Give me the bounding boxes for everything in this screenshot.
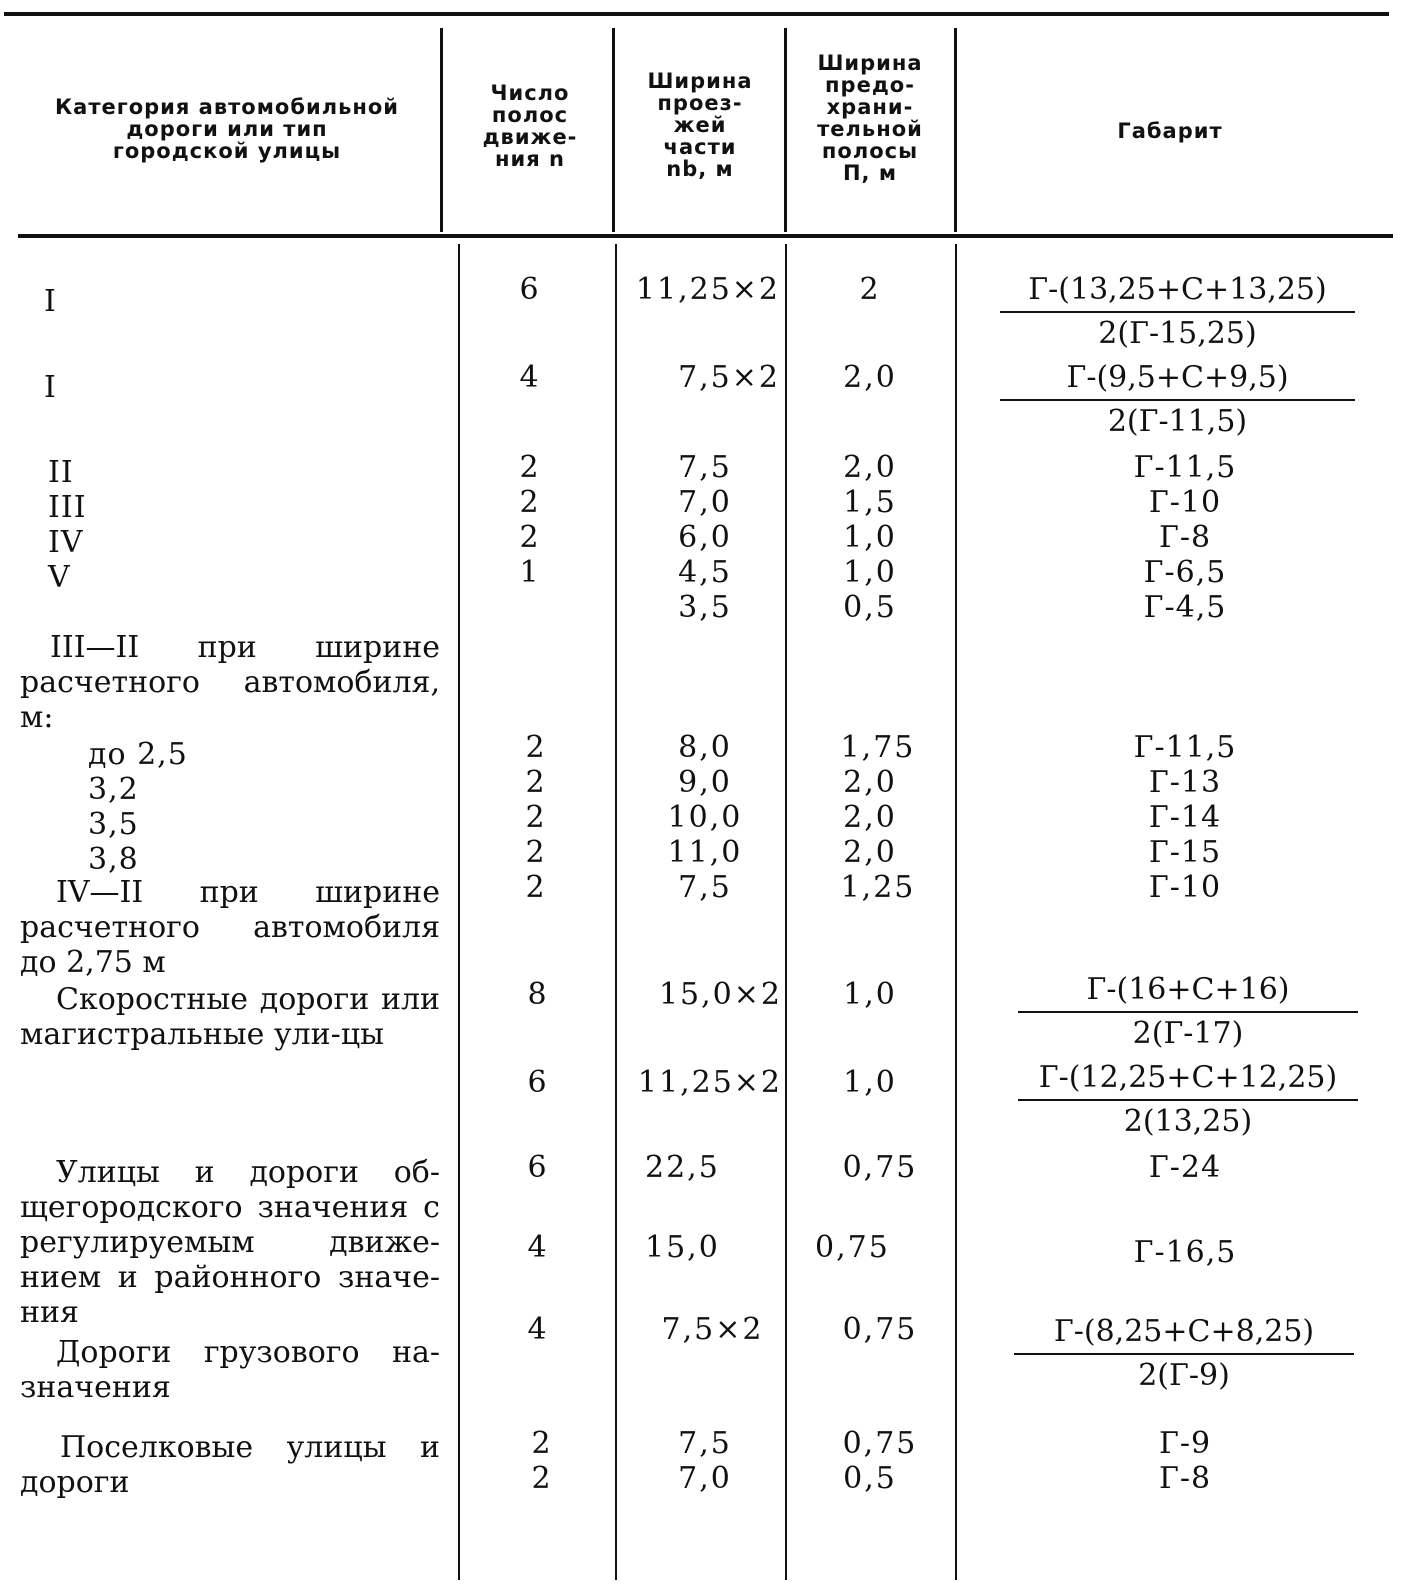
category-cell: IV—II при ширине расчетного автомобиля до 2,75 м [20, 875, 440, 980]
gabarit-numerator: Г-(16+С+16) [1018, 972, 1358, 1013]
lanes-cell: 2 [525, 765, 547, 800]
column-divider [954, 28, 957, 232]
width-cell: 10,0 [667, 800, 743, 835]
strip-cell: 0,5 [843, 590, 897, 625]
gabarit-cell: Г-15 [1148, 835, 1222, 870]
width-cell: 7,0 [678, 1461, 732, 1496]
category-cell: II [48, 455, 74, 490]
gabarit-denominator: 2(Г-15,25) [1098, 316, 1257, 351]
gabarit-cell: Г-8 [1158, 520, 1212, 555]
header-safety-strip: Ширина предо- храни- тельной полосы П, м [817, 51, 923, 185]
lanes-cell: 2 [525, 835, 547, 870]
gabarit-cell: Г-24 [1148, 1150, 1222, 1185]
header-category: Категория автомобильной дороги или тип городской улицы [54, 95, 400, 163]
lanes-cell: 1 [519, 555, 541, 590]
lanes-cell: 6 [527, 1150, 549, 1185]
strip-cell: 1,0 [843, 1065, 897, 1100]
strip-cell: 2,0 [843, 800, 897, 835]
header-carriageway: Ширина проез- жей части nb, м [647, 69, 753, 181]
gabarit-cell: Г-16,5 [1133, 1235, 1237, 1270]
column-divider [440, 28, 443, 232]
column-divider [784, 28, 787, 232]
width-cell: 11,0 [667, 835, 743, 870]
strip-cell: 2,0 [843, 360, 897, 395]
gabarit-denominator: 2(Г-17) [1132, 1016, 1244, 1051]
width-cell: 7,0 [678, 485, 732, 520]
strip-cell: 1,0 [843, 555, 897, 590]
width-cell: 7,5×2 [661, 1312, 764, 1347]
strip-cell: 1,25 [840, 870, 916, 905]
category-cell: Улицы и дороги об-щегородского значения с регулируемым движе-нием и районного значе-ния [20, 1155, 440, 1330]
lanes-cell: 2 [525, 870, 547, 905]
strip-cell: 2,0 [843, 450, 897, 485]
gabarit-fraction [1018, 972, 1358, 1051]
strip-cell: 1,0 [843, 977, 897, 1012]
category-cell: I [44, 284, 57, 319]
lanes-cell: 6 [527, 1065, 549, 1100]
lanes-cell: 2 [531, 1461, 553, 1496]
gabarit-cell: Г-10 [1148, 870, 1222, 905]
gabarit-numerator: Г-(13,25+С+13,25) [1000, 272, 1355, 313]
strip-cell: 0,5 [843, 1461, 897, 1496]
width-cell: 8,0 [678, 730, 732, 765]
gabarit-cell: Г-9 [1158, 1426, 1212, 1461]
column-divider [612, 28, 615, 232]
gabarit-cell: Г-10 [1148, 485, 1222, 520]
lanes-cell: 2 [519, 520, 541, 555]
gabarit-cell: Г-6,5 [1143, 555, 1227, 590]
gabarit-denominator: 2(Г-9) [1138, 1358, 1230, 1393]
strip-cell: 0,75 [842, 1426, 918, 1461]
lanes-cell: 4 [519, 360, 541, 395]
gabarit-numerator: Г-(9,5+С+9,5) [1000, 360, 1355, 401]
gabarit-cell: Г-4,5 [1143, 590, 1227, 625]
lanes-cell: 2 [519, 450, 541, 485]
category-cell: Скоростные дороги или магистральные ули-цы [20, 982, 440, 1052]
column-divider [785, 244, 787, 1580]
width-cell: 4,5 [678, 555, 732, 590]
width-cell: 7,5 [678, 870, 732, 905]
width-cell: 15,0 [645, 1230, 720, 1265]
gabarit-fraction [1000, 360, 1355, 439]
width-cell: 7,5 [678, 1426, 732, 1461]
width-cell: 7,5×2 [678, 360, 780, 395]
category-cell: 3,8 [88, 842, 139, 877]
strip-cell: 1,0 [843, 520, 897, 555]
gabarit-denominator: 2(13,25) [1123, 1104, 1253, 1139]
category-cell: IV [48, 525, 84, 560]
gabarit-fraction [1018, 1060, 1358, 1139]
category-cell: 3,2 [88, 772, 139, 807]
width-cell: 6,0 [678, 520, 732, 555]
column-divider [955, 244, 957, 1580]
gabarit-cell: Г-13 [1148, 765, 1222, 800]
header-rule [18, 234, 1393, 238]
header-lanes: Число полос движе- ния n [482, 81, 578, 171]
strip-cell: 0,75 [815, 1230, 890, 1265]
strip-cell: 1,5 [843, 485, 897, 520]
gabarit-fraction [1014, 1314, 1354, 1393]
lanes-cell: 6 [519, 272, 541, 307]
lanes-cell: 8 [527, 977, 549, 1012]
gabarit-numerator: Г-(8,25+С+8,25) [1014, 1314, 1354, 1355]
gabarit-cell: Г-14 [1148, 800, 1222, 835]
lanes-cell: 2 [531, 1426, 553, 1461]
category-cell: Дороги грузового на-значения [20, 1335, 440, 1405]
gabarit-cell: Г-11,5 [1133, 730, 1237, 765]
lanes-cell: 2 [519, 485, 541, 520]
strip-cell: 0,75 [842, 1150, 918, 1185]
strip-cell: 1,75 [840, 730, 916, 765]
gabarit-denominator: 2(Г-11,5) [1107, 404, 1248, 439]
category-cell: III—II при ширине расчетного автомобиля, м: [20, 630, 440, 735]
gabarit-fraction [1000, 272, 1355, 351]
strip-cell: 0,75 [842, 1312, 918, 1347]
category-cell: до 2,5 [88, 737, 188, 772]
width-cell: 9,0 [678, 765, 732, 800]
column-divider [615, 244, 617, 1580]
strip-cell: 2,0 [843, 765, 897, 800]
header-gabarit: Габарит [1117, 119, 1223, 143]
lanes-cell: 2 [525, 730, 547, 765]
lanes-cell: 4 [527, 1230, 549, 1265]
lanes-cell: 2 [525, 800, 547, 835]
top-rule [4, 12, 1389, 16]
width-cell: 22,5 [645, 1150, 720, 1185]
width-cell: 11,25×2 [635, 272, 780, 307]
width-cell: 11,25×2 [637, 1065, 782, 1100]
category-cell: V [48, 560, 71, 595]
gabarit-cell: Г-8 [1158, 1461, 1212, 1496]
width-cell: 7,5 [678, 450, 732, 485]
strip-cell: 2,0 [843, 835, 897, 870]
width-cell: 15,0×2 [658, 977, 782, 1012]
gabarit-cell: Г-11,5 [1133, 450, 1237, 485]
category-cell: III [48, 490, 87, 525]
gabarit-numerator: Г-(12,25+С+12,25) [1018, 1060, 1358, 1101]
strip-cell: 2 [859, 272, 881, 307]
category-cell: I [44, 370, 57, 405]
column-divider [458, 244, 460, 1580]
lanes-cell: 4 [527, 1312, 549, 1347]
category-cell: Поселковые улицы и дороги [20, 1430, 440, 1500]
category-cell: 3,5 [88, 807, 139, 842]
width-cell: 3,5 [678, 590, 732, 625]
